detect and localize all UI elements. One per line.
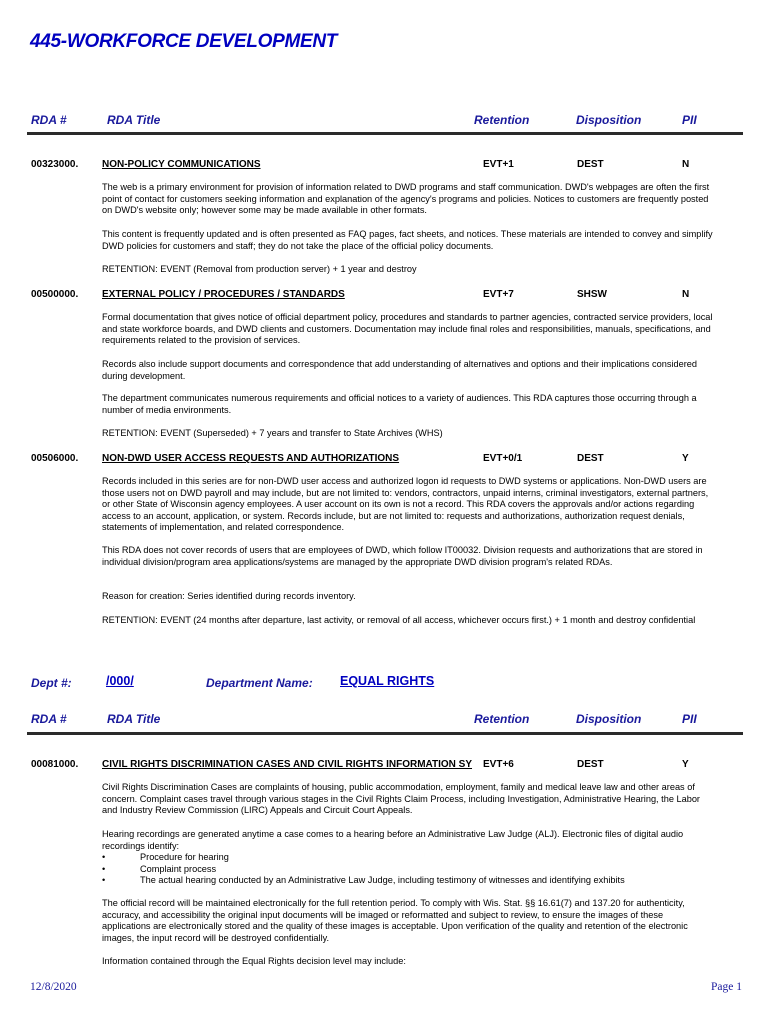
bullet-item: • Procedure for hearing xyxy=(102,852,229,862)
record-pii: N xyxy=(682,289,690,300)
record-retention: EVT+1 xyxy=(483,159,514,170)
paragraph: Information contained through the Equal Rights decision level may include: xyxy=(102,956,406,966)
record-description xyxy=(102,898,714,944)
header-divider xyxy=(27,132,743,135)
record-description xyxy=(102,545,714,568)
record-title: NON-DWD USER ACCESS REQUESTS AND AUTHORIZATIONS xyxy=(102,453,400,464)
record-disposition: DEST xyxy=(577,759,604,770)
header-pii: PII xyxy=(682,712,697,726)
record-description xyxy=(102,829,714,887)
record-description xyxy=(102,229,714,252)
record-disposition: DEST xyxy=(577,453,604,464)
paragraph: Formal documentation that gives notice of official department policy, procedures and standards to partner agencies, contracted service providers, local and state workforce boards, and DWD clients and customers. Documentation may include final roles and responsibilities, manuals, specifications, and requirements related to the provision of services. xyxy=(102,312,713,345)
header-pii: PII xyxy=(682,113,697,127)
dept-name-value: EQUAL RIGHTS xyxy=(340,674,435,688)
record-title: EXTERNAL POLICY / PROCEDURES / STANDARDS xyxy=(102,289,345,300)
paragraph: RETENTION: EVENT (Removal from production server) + 1 year and destroy xyxy=(102,264,417,274)
record-description xyxy=(102,359,714,382)
paragraph: RETENTION: EVENT (24 months after departure, last activity, or removal of all access, whichever occurs first.) + 1 month and destroy confidential xyxy=(102,615,696,625)
paragraph: Records also include support documents and correspondence that add understanding of alternatives and options and their implications considered during development. xyxy=(102,359,698,381)
record-retention-note xyxy=(102,615,714,627)
record-pii: Y xyxy=(682,453,689,464)
paragraph: The department communicates numerous requirements and official notices to a variety of audiences. This RDA captures those occurring through a number of media environments. xyxy=(102,393,697,415)
record-disposition: DEST xyxy=(577,159,604,170)
record-number: 00081000. xyxy=(31,759,79,770)
record-pii: Y xyxy=(682,759,689,770)
dept-name-label: Department Name: xyxy=(206,676,313,690)
paragraph: Reason for creation: Series identified during records inventory. xyxy=(102,591,356,601)
record-pii: N xyxy=(682,159,690,170)
record-retention-note xyxy=(102,264,714,276)
record-description xyxy=(102,782,714,817)
record-description xyxy=(102,312,714,347)
record-retention: EVT+0/1 xyxy=(483,453,523,464)
header-rda-title: RDA Title xyxy=(107,113,161,127)
header-disposition: Disposition xyxy=(576,712,642,726)
paragraph: Civil Rights Discrimination Cases are complaints of housing, public accommodation, employment, family and medical leave law and other areas of concern. Complaint cases travel through various stages in the Civil Rights Claim Process, including Investigation, Administrative Hearing, the Labor and Industry Review Commission (LIRC) Appeals and Circuit Court Appeals. xyxy=(102,782,700,815)
record-retention: EVT+7 xyxy=(483,289,514,300)
paragraph: This RDA does not cover records of users that are employees of DWD, which follow IT00032. Division requests and authorizations that are stored in individual division/program area applications/systems are managed by the appropriate DWD division program's related RDAs. xyxy=(102,545,703,567)
header-rda-num: RDA # xyxy=(31,113,67,127)
record-number: 00500000. xyxy=(31,289,79,300)
footer-page-number: Page 1 xyxy=(711,981,742,993)
paragraph: The web is a primary environment for provision of information related to DWD programs and staff communication. DWD's webpages are often the first point of contact for customers seeking information and explanation of the agency's programs and policies. Notices to customers are frequently posted on DWD's website only; however some may be made available in other formats. xyxy=(102,182,710,215)
footer-date: 12/8/2020 xyxy=(30,981,77,993)
record-disposition: SHSW xyxy=(577,289,607,300)
header-disposition: Disposition xyxy=(576,113,642,127)
paragraph: Records included in this series are for non-DWD user access and authorized logon id requests to DWD systems or applications. Non-DWD users are those users not on DWD payroll and may include, but are not limited to: vendors, contractors, unpaid interns, criminal investigators, external partners, or other State of Wisconsin agency employees. A user account on its own is not a record. This RDA covers the approvals and/or actions regarding access to an account, application, or system. Records include, but are not limited to: requests and authorizations, authorization request denials, statements of implementation, and related correspondence. xyxy=(102,476,709,532)
record-title: NON-POLICY COMMUNICATIONS xyxy=(102,159,261,170)
record-description xyxy=(102,591,714,603)
record-description xyxy=(102,393,714,416)
paragraph: The official record will be maintained electronically for the full retention period. To comply with Wis. Stat. §§ 16.61(7) and 137.20 for authenticity, accuracy, and accessibility the original input documents will be imaged or reformatted and subject to review, to ensure the images of these applications are electronically stored and the quality of these images is acceptable. Upon verification of the quality and retention of the electronic images, the input record will be destroyed confidentially. xyxy=(102,898,688,943)
header-divider xyxy=(27,732,743,735)
bullet-item: • Complaint process xyxy=(102,863,217,874)
header-rda-num: RDA # xyxy=(31,712,67,726)
record-retention: EVT+6 xyxy=(483,759,514,770)
paragraph: Hearing recordings are generated anytime a case comes to a hearing before an Administrative Law Judge (ALJ). Electronic files of digital audio recordings identify: xyxy=(102,829,684,851)
record-title: CIVIL RIGHTS DISCRIMINATION CASES AND CIVIL RIGHTS INFORMATION SY xyxy=(102,759,473,770)
paragraph: This content is frequently updated and is often presented as FAQ pages, fact sheets, and notices. These materials are intended to convey and simplify DWD policies for customers and staff; they do not take the place of the official policy documents. xyxy=(102,229,713,251)
header-retention: Retention xyxy=(474,113,530,127)
record-retention-note xyxy=(102,428,714,440)
paragraph: RETENTION: EVENT (Superseded) + 7 years and transfer to State Archives (WHS) xyxy=(102,428,443,438)
record-description xyxy=(102,476,714,534)
record-description xyxy=(102,956,714,968)
page-title: 445-WORKFORCE DEVELOPMENT xyxy=(30,31,338,52)
record-description xyxy=(102,182,714,217)
dept-number-value: /000/ xyxy=(106,674,134,688)
bullet-item: • The actual hearing conducted by an Administrative Law Judge, including testimony of witnesses and identifying exhibits xyxy=(102,875,625,885)
header-rda-title: RDA Title xyxy=(107,712,161,726)
header-retention: Retention xyxy=(474,712,530,726)
record-number: 00506000. xyxy=(31,453,79,464)
record-number: 00323000. xyxy=(31,159,79,170)
dept-number-label: Dept #: xyxy=(31,676,72,690)
